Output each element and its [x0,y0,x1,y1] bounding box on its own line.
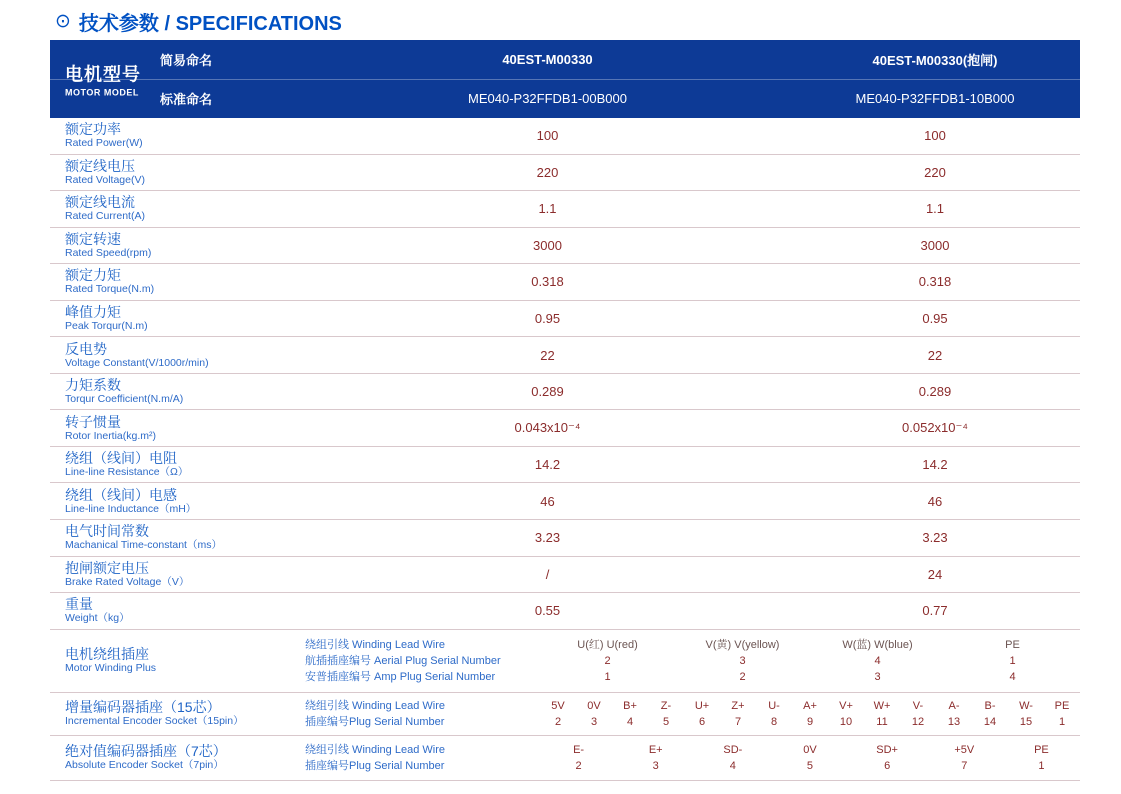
value-col1: 22 [540,347,555,363]
row-label-cn: 力矩系数 [65,377,121,394]
row-label-cn: 转子惯量 [65,413,121,430]
value-col1: 220 [536,164,559,180]
row-label-en: Torqur Coefficient(N.m/A) [65,393,184,406]
pin-number: 2 [554,715,562,728]
pin-number: 13 [947,715,961,728]
enc15-sub-lines [305,698,540,730]
pin-number: 15 [1019,715,1033,728]
pin-number: 5 [806,759,814,772]
amp-pin-number: 1 [604,670,611,683]
pin-signal: 0V [803,743,817,756]
wire-name: U(红) U(red) [577,638,638,651]
row-label [50,523,305,552]
row-label-cn: 重量 [65,596,93,613]
row-label-en: Rated Current(A) [65,210,145,223]
pin-column [617,742,694,774]
winding-group [945,637,1080,685]
pin-signal: B+ [623,699,637,712]
spec-row [50,483,1080,520]
simple-name-label: 简易命名 [160,53,213,68]
pin-column [720,698,756,730]
pin-column [792,698,828,730]
pin-column [648,698,684,730]
value-col2: 14.2 [922,457,948,473]
row-label [50,121,305,150]
motor-model-cn: 电机型号 [65,64,141,85]
row-label-cn: 额定线电压 [65,157,135,174]
aerial-pin-number: 3 [739,654,746,667]
value-col1: 0.95 [534,311,561,326]
value-col2: 3.23 [922,530,948,546]
pin-signal: V+ [839,699,853,712]
row-label-en: Brake Rated Voltage（V） [65,575,190,588]
spec-row [50,191,1080,228]
row-label-en: Line-line Resistance（Ω） [65,466,189,479]
row-label-cn: 绕组（线间）电感 [65,486,177,503]
incremental-encoder-row [50,693,1080,736]
pin-signal: B- [984,699,996,712]
value-col1: 3.23 [534,530,561,546]
sub-line: 绕组引线 Winding Lead Wire [305,743,445,756]
pin-column [540,742,617,774]
pin-column [936,698,972,730]
row-label-en: Motor Winding Plus [65,662,157,675]
row-label-en: Rated Voltage(V) [65,173,145,186]
wire-name: PE [1005,638,1020,651]
pin-number: 6 [698,715,706,728]
circle-dot-icon: ⊙ [55,11,71,32]
pin-number: 5 [662,715,670,728]
table-header [50,40,1080,118]
sub-line: 绕组引线 Winding Lead Wire [305,699,445,712]
simple-name-col2: 40EST-M00330(抱闸) [872,53,998,68]
header-rows [50,40,1080,118]
row-label-cn: 峰值力矩 [65,304,121,320]
sub-line: 航插插座编号 Aerial Plug Serial Number [305,654,501,667]
pin-signal: Z- [660,699,672,712]
pin-column [1044,698,1080,730]
pin-column [864,698,900,730]
pin-signal: W- [1019,699,1033,712]
page-title-text: 技术参数 / SPECIFICATIONS [78,13,342,35]
amp-pin-number: 2 [739,670,746,683]
pin-signal: 0V [587,699,601,712]
row-label [50,304,305,333]
pin-number: 1 [1058,715,1066,728]
header-row-simple-name [50,40,1080,79]
row-label-cn: 增量编码器插座（15芯） [65,699,221,716]
value-col2: 0.289 [918,384,952,400]
row-label-cn: 绝对值编码器插座（7芯） [65,743,227,760]
pin-signal: 5V [551,699,565,712]
value-col1: 0.55 [534,603,561,619]
pin-column [926,742,1003,774]
value-col1: 100 [536,128,559,144]
pin-signal: SD- [723,743,743,756]
pin-column [612,698,648,730]
pin-number: 3 [590,715,598,728]
value-col2: 3000 [920,237,950,253]
pin-signal: U+ [694,699,710,712]
spec-row [50,593,1080,630]
enc7-pins [540,742,1080,774]
pin-signal: PE [1034,743,1049,756]
enc7-sub-lines [305,742,540,774]
pin-number: 7 [961,759,968,772]
spec-row [50,374,1080,411]
pin-number: 6 [884,759,891,772]
header-row-standard-name [50,79,1080,118]
value-col1: 0.318 [531,274,564,290]
pin-column [828,698,864,730]
pin-column [540,698,576,730]
value-col2: 0.052x10⁻⁴ [902,420,968,436]
row-label-cn: 额定转速 [65,230,121,247]
row-label [50,158,305,187]
pin-column [771,742,848,774]
spec-row [50,118,1080,155]
pin-number: 10 [839,715,853,728]
value-col2: 220 [924,164,946,180]
row-label [50,414,305,443]
value-col2: 0.318 [918,274,952,290]
pin-signal: U- [768,699,780,712]
pin-number: 4 [626,715,634,728]
value-col2: 46 [927,493,943,509]
spec-row [50,264,1080,301]
pin-column [684,698,720,730]
row-label-cn: 额定力矩 [65,267,121,284]
row-label [50,267,305,296]
row-label [50,377,305,406]
pin-number: 1 [1038,759,1045,772]
sub-line: 安普插座编号 Amp Plug Serial Number [305,670,496,683]
page-title [55,7,342,36]
enc15-pins [540,698,1080,730]
row-label-en: Rated Power(W) [65,137,143,150]
pin-number: 9 [806,715,814,728]
winding-groups [540,637,1080,685]
spec-row [50,228,1080,265]
pin-number: 4 [729,759,736,772]
spec-row [50,337,1080,374]
spec-row [50,520,1080,557]
value-col2: 0.95 [922,311,948,326]
row-label-en: Rated Torque(N.m) [65,283,155,296]
pin-number: 2 [575,759,582,772]
value-col2: 0.77 [922,603,948,619]
pin-signal: E- [573,743,585,756]
value-col1: 1.1 [538,201,557,217]
pin-column [1008,698,1044,730]
pin-signal: SD+ [876,743,898,756]
amp-pin-number: 4 [1009,670,1016,683]
row-label-cn: 额定功率 [65,121,121,138]
spec-row [50,447,1080,484]
row-label [50,596,305,625]
row-label-cn: 电气时间常数 [65,523,149,540]
value-col1: / [545,566,550,582]
simple-name-col1: 40EST-M00330 [502,52,593,67]
row-label-en: Weight（kg） [65,612,130,625]
value-col2: 100 [924,128,946,144]
row-label-en: Peak Torqur(N.m) [65,320,148,332]
pin-number: 14 [983,715,997,728]
row-label-cn: 绕组（线间）电阻 [65,450,177,467]
pin-column [972,698,1008,730]
row-label-en: Line-line Inductance（mH） [65,502,197,515]
absolute-encoder-row [50,736,1080,781]
aerial-pin-number: 2 [604,654,611,667]
value-col1: 0.289 [531,384,564,400]
row-label [50,194,305,223]
specifications-table [50,40,1080,781]
row-label-en: Rotor Inertia(kg.m²) [65,429,157,442]
pin-number: 8 [770,715,778,728]
motor-model-en: MOTOR MODEL [65,87,139,98]
row-label-cn: 反电势 [65,340,107,357]
pin-column [756,698,792,730]
aerial-pin-number: 1 [1009,654,1016,667]
pin-number: 12 [911,715,925,728]
pin-column [849,742,926,774]
row-label [50,646,305,675]
pin-signal: E+ [648,743,663,756]
row-label-en: Voltage Constant(V/1000r/min) [65,356,209,369]
pin-signal: V- [912,699,924,712]
pin-signal: A- [948,699,960,712]
pin-signal: W+ [873,699,891,712]
amp-pin-number: 3 [874,670,881,683]
standard-name-col1: ME040-P32FFDB1-00B000 [468,91,627,106]
pin-column [1003,742,1080,774]
sub-line: 插座编号Plug Serial Number [305,759,445,772]
spec-row [50,155,1080,192]
pin-number: 3 [652,759,659,772]
value-col2: 1.1 [925,201,945,217]
wire-name: W(蓝) W(blue) [842,638,913,651]
row-label-en: Absolute Encoder Socket（7pin） [65,759,224,772]
pin-signal: PE [1054,699,1070,712]
row-label-en: Incremental Encoder Socket（15pin） [65,715,244,728]
value-col2: 24 [927,566,943,582]
value-col2: 22 [927,347,943,363]
row-label-cn: 电机绕组插座 [65,646,149,663]
winding-sub-lines [305,637,540,685]
spec-table-body [50,118,1080,630]
value-col1: 14.2 [534,457,561,473]
row-label [50,231,305,260]
motor-winding-row [50,630,1080,693]
aerial-pin-number: 4 [874,654,881,667]
spec-row [50,410,1080,447]
value-col1: 3000 [533,237,562,253]
winding-group [675,637,810,685]
row-label [50,743,305,772]
pin-signal: +5V [954,743,975,756]
row-label [50,560,305,589]
pin-column [900,698,936,730]
pin-number: 7 [734,715,742,728]
row-label [50,341,305,370]
standard-name-col2: ME040-P32FFDB1-10B000 [855,91,1015,106]
row-label-cn: 额定线电流 [65,194,135,211]
row-label [50,450,305,479]
sub-line: 绕组引线 Winding Lead Wire [305,638,445,651]
value-col1: 46 [540,493,555,509]
sub-line: 插座编号Plug Serial Number [305,715,445,728]
standard-name-label: 标准命名 [160,92,213,107]
pin-signal: Z+ [731,699,745,712]
row-label [50,699,305,728]
pin-column [694,742,771,774]
row-label [50,487,305,516]
spec-row [50,301,1080,338]
value-col1: 0.043x10⁻⁴ [514,420,581,436]
pin-signal: A+ [803,699,817,712]
wire-name: V(黄) V(yellow) [705,638,780,651]
spec-row [50,557,1080,594]
pin-number: 11 [876,715,888,728]
row-label-cn: 抱闸额定电压 [65,559,149,576]
winding-group [810,637,945,685]
row-label-en: Machanical Time-constant（ms） [65,539,222,552]
row-label-en: Rated Speed(rpm) [65,246,152,259]
winding-group [540,637,675,685]
pin-column [576,698,612,730]
